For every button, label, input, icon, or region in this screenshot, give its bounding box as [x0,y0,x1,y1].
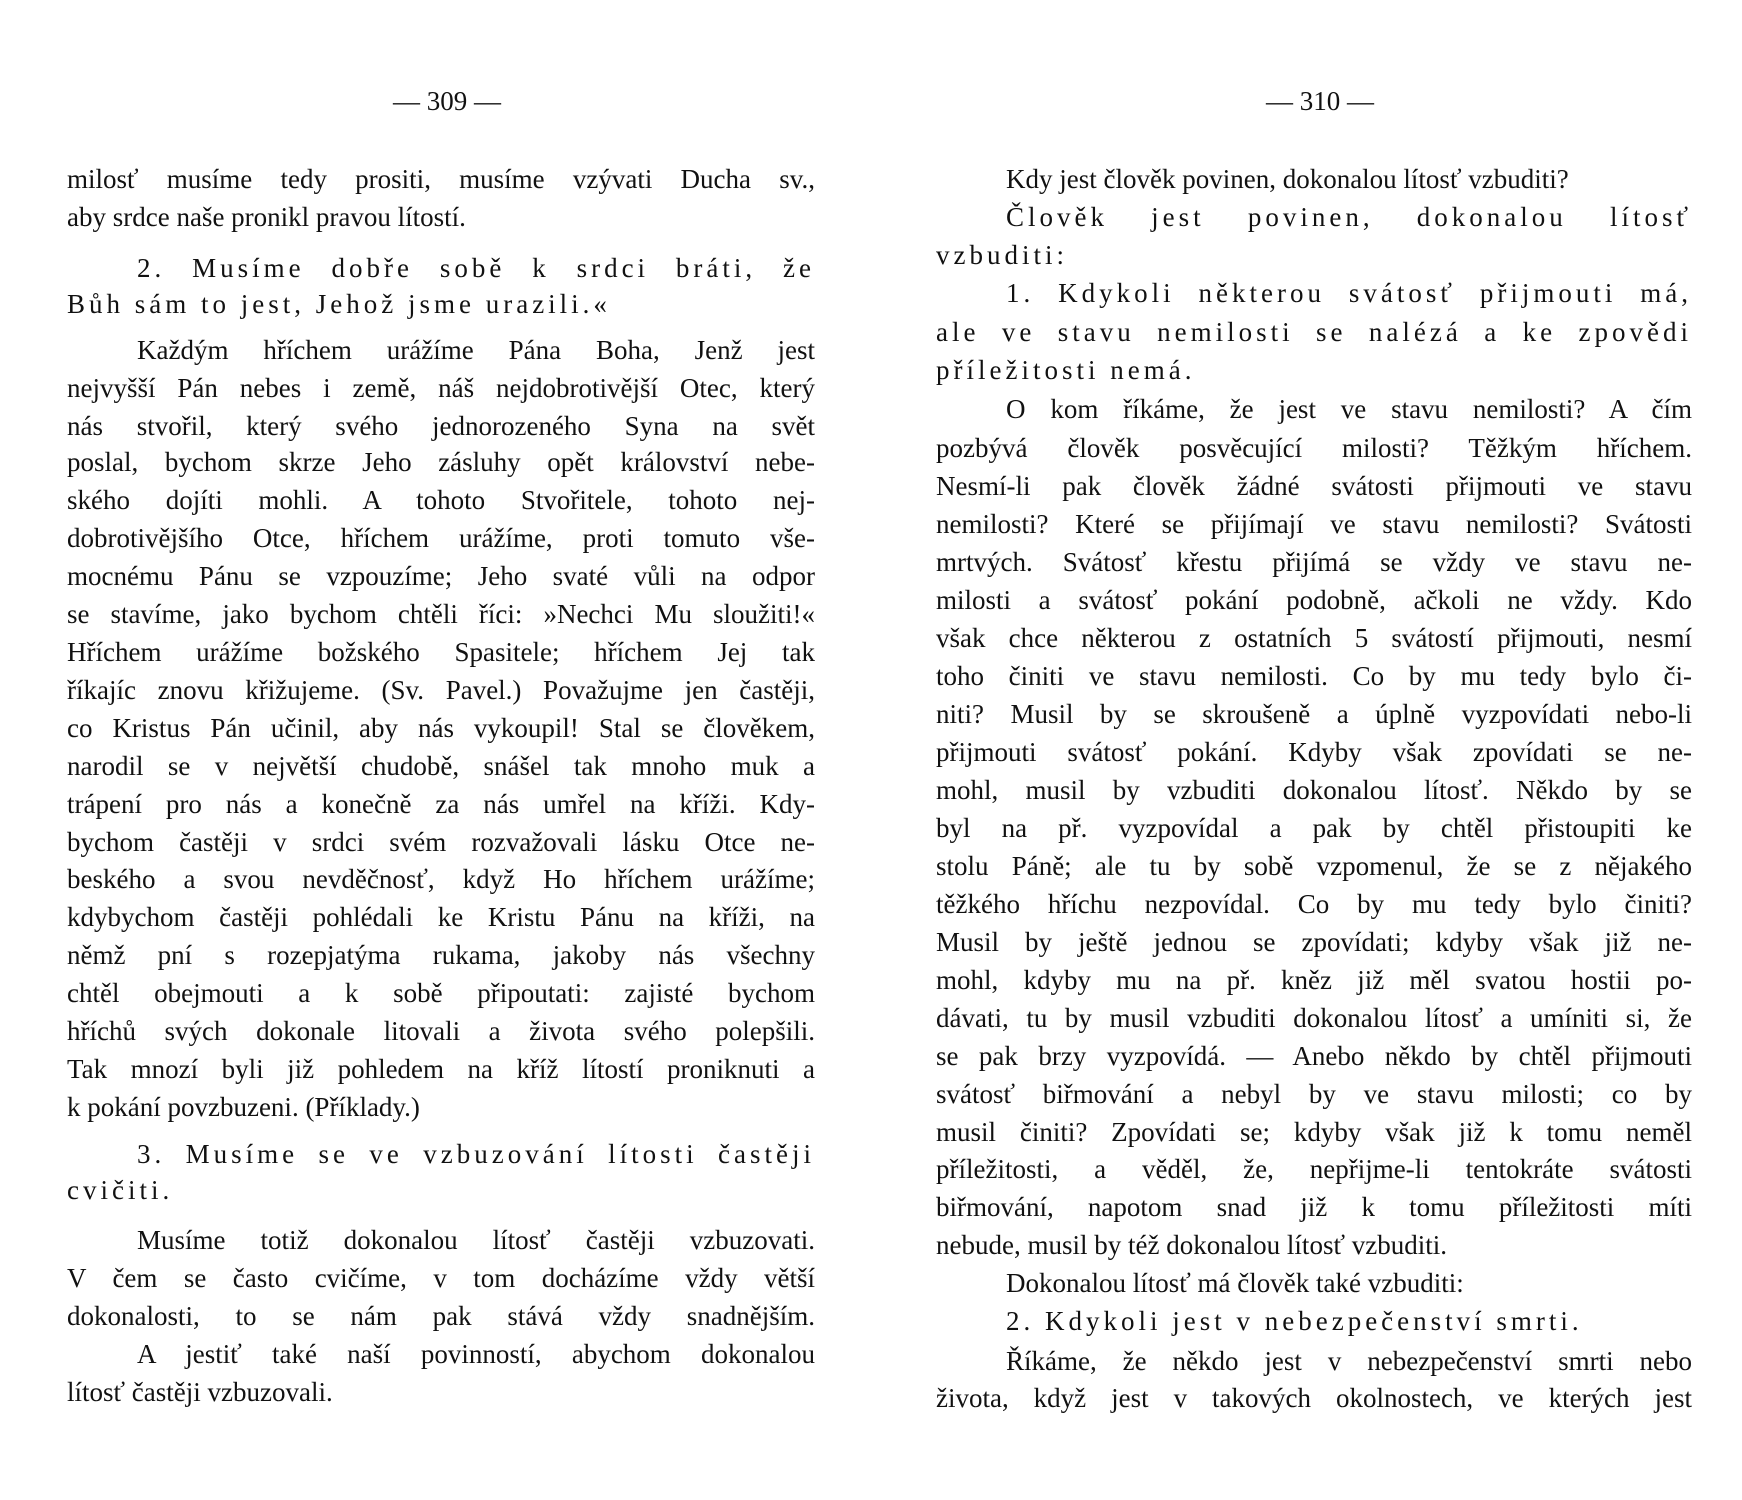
text-line: ale ve stavu nemilosti se nalézá a ke zpovědi [936,316,1692,347]
text-line: milosť musíme tedy prositi, musíme vzývati Ducha sv., [67,163,815,194]
text-line: Říkáme, že někdo jest v nebezpečenství smrti nebo [1006,1345,1692,1376]
text-line: bychom častěji v srdci svém rozvažovali lásku Otce ne- [67,827,815,858]
text-line: se pak brzy vyzpovídá. — Anebo někdo by chtěl přijmouti [936,1040,1692,1071]
text-line: němž pní s rozepjatýma rukama, jakoby nás všechny [67,940,815,971]
text-line: Musil by ještě jednou se zpovídati; kdyby však již ne- [936,926,1692,957]
page-number-left: — 309 — [393,86,501,116]
text-line: přijmouti svátosť pokání. Kdyby však zpovídati se ne- [936,736,1692,767]
text-line: O kom říkáme, že jest ve stavu nemilosti? A čím [1006,393,1692,424]
text-line: beského a svou nevděčnosť, když Ho hříchem urážíme; [67,864,815,895]
text-line: příležitosti, a věděl, že, nepřijme-li tentokráte svátosti [936,1154,1692,1185]
text-line: Bůh sám to jest, Jehož jsme urazili.« [67,288,611,319]
text-line: života, když jest v takových okolnostech, ve kterých jest [936,1383,1692,1414]
text-line: těžkého hříchu nezpovídal. Co by mu tedy bylo činiti? [936,888,1692,919]
text-line: mocnému Pánu se vzpouzíme; Jeho svaté vůli na odpor [67,561,815,592]
text-line: Dokonalou lítosť má člověk také vzbuditi: [1006,1268,1464,1299]
text-line: se stavíme, jako bychom chtěli říci: »Nechci Mu sloužiti!« [67,599,815,630]
text-line: nebude, musil by též dokonalou lítosť vzbuditi. [936,1230,1447,1261]
text-line: kdybychom častěji pohlédali ke Kristu Pánu na kříži, na [67,902,815,933]
text-line: nemilosti? Které se přijímají ve stavu nemilosti? Svátosti [936,508,1692,539]
text-line: dobrotivějšího Otce, hříchem urážíme, proti tomuto vše- [67,523,815,554]
text-line: nás stvořil, který svého jednorozeného Syna na svět [67,410,815,441]
text-line: 3. Musíme se ve vzbuzování lítosti častěji [137,1138,815,1169]
text-line: lítosť častěji vzbuzovali. [67,1376,333,1407]
text-line: 2. Musíme dobře sobě k srdci bráti, že [137,253,815,284]
text-line: niti? Musil by se skroušeně a úplně vyzpovídati nebo-li [936,698,1692,729]
text-line: Musíme totiž dokonalou lítosť častěji vzbuzovati. [137,1224,815,1255]
text-line: 2. Kdykoli jest v nebezpečenství smrti. [1006,1306,1583,1337]
text-line: narodil se v největší chudobě, snášel tak mnoho muk a [67,751,815,782]
text-line: byl na př. vyzpovídal a pak by chtěl přistoupiti ke [936,812,1692,843]
page-number-right: — 310 — [1266,86,1374,116]
text-line: milosti a svátosť pokání podobně, ačkoli ne vždy. Kdo [936,584,1692,615]
text-line: co Kristus Pán učinil, aby nás vykoupil! Stal se člověkem, [67,713,815,744]
text-line: nejvyšší Pán nebes i země, náš nejdobrotivější Otec, který [67,372,815,403]
text-line: aby srdce naše pronikl pravou lítostí. [67,201,466,232]
text-line: svátosť biřmování a nebyl by ve stavu milosti; co by [936,1078,1692,1109]
text-line: Kdy jest člověk povinen, dokonalou lítosť vzbuditi? [1006,163,1569,194]
text-line: Každým hříchem urážíme Pána Boha, Jenž jest [137,334,815,365]
text-line: hříchů svých dokonale litovali a života svého polepšili. [67,1015,815,1046]
text-line: trápení pro nás a konečně za nás umřel na kříži. Kdy- [67,789,815,820]
text-line: 1. Kdykoli některou svátosť přijmouti má, [1006,277,1692,308]
text-line: dokonalosti, to se nám pak stává vždy snadnějším. [67,1300,815,1331]
text-line: poslal, bychom skrze Jeho zásluhy opět království nebe- [67,447,815,478]
text-line: chtěl obejmouti a k sobě připoutati: zajisté bychom [67,978,815,1008]
text-line: mohl, musil by vzbuditi dokonalou lítosť. Někdo by se [936,774,1692,805]
text-line: říkajíc znovu křižujeme. (Sv. Pavel.) Považujme jen častěji, [67,675,815,706]
text-line: biřmování, napotom snad již k tomu příležitosti míti [936,1192,1692,1223]
text-line: Tak mnozí byli již pohledem na kříž lítostí proniknuti a [67,1053,815,1084]
text-line: V čem se často cvičíme, v tom docházíme vždy větší [67,1262,815,1293]
text-line: však chce některou z ostatních 5 svátostí přijmouti, nesmí [936,622,1692,653]
text-line: ského dojíti mohli. A tohoto Stvořitele, tohoto nej- [67,485,815,516]
text-line: vzbuditi: [936,239,1068,270]
text-line: Nesmí-li pak člověk žádné svátosti přijmouti ve stavu [936,470,1692,501]
text-line: příležitosti nemá. [936,354,1196,385]
text-line: toho činiti ve stavu nemilosti. Co by mu tedy bylo či- [936,660,1692,691]
text-line: musil činiti? Zpovídati se; kdyby však již k tomu neměl [936,1116,1692,1147]
text-line: stolu Páně; ale tu by sobě vzpomenul, že se z nějakého [936,850,1692,881]
text-line: dávati, tu by musil vzbuditi dokonalou lítosť a umíniti si, že [936,1002,1692,1033]
text-line: cvičiti. [67,1174,174,1205]
text-line: A jestiť také naší povinností, abychom dokonalou [137,1338,815,1369]
text-line: pozbývá člověk posvěcující milosti? Těžkým hříchem. [936,432,1692,463]
text-line: Člověk jest povinen, dokonalou lítosť [1006,201,1692,232]
text-line: mrtvých. Svátosť křestu přijímá se vždy ve stavu ne- [936,546,1692,577]
text-line: mohl, kdyby mu na př. kněz již měl svatou hostii po- [936,964,1692,995]
text-line: k pokání povzbuzeni. (Příklady.) [67,1091,420,1122]
text-line: Hříchem urážíme božského Spasitele; hříchem Jej tak [67,637,815,668]
